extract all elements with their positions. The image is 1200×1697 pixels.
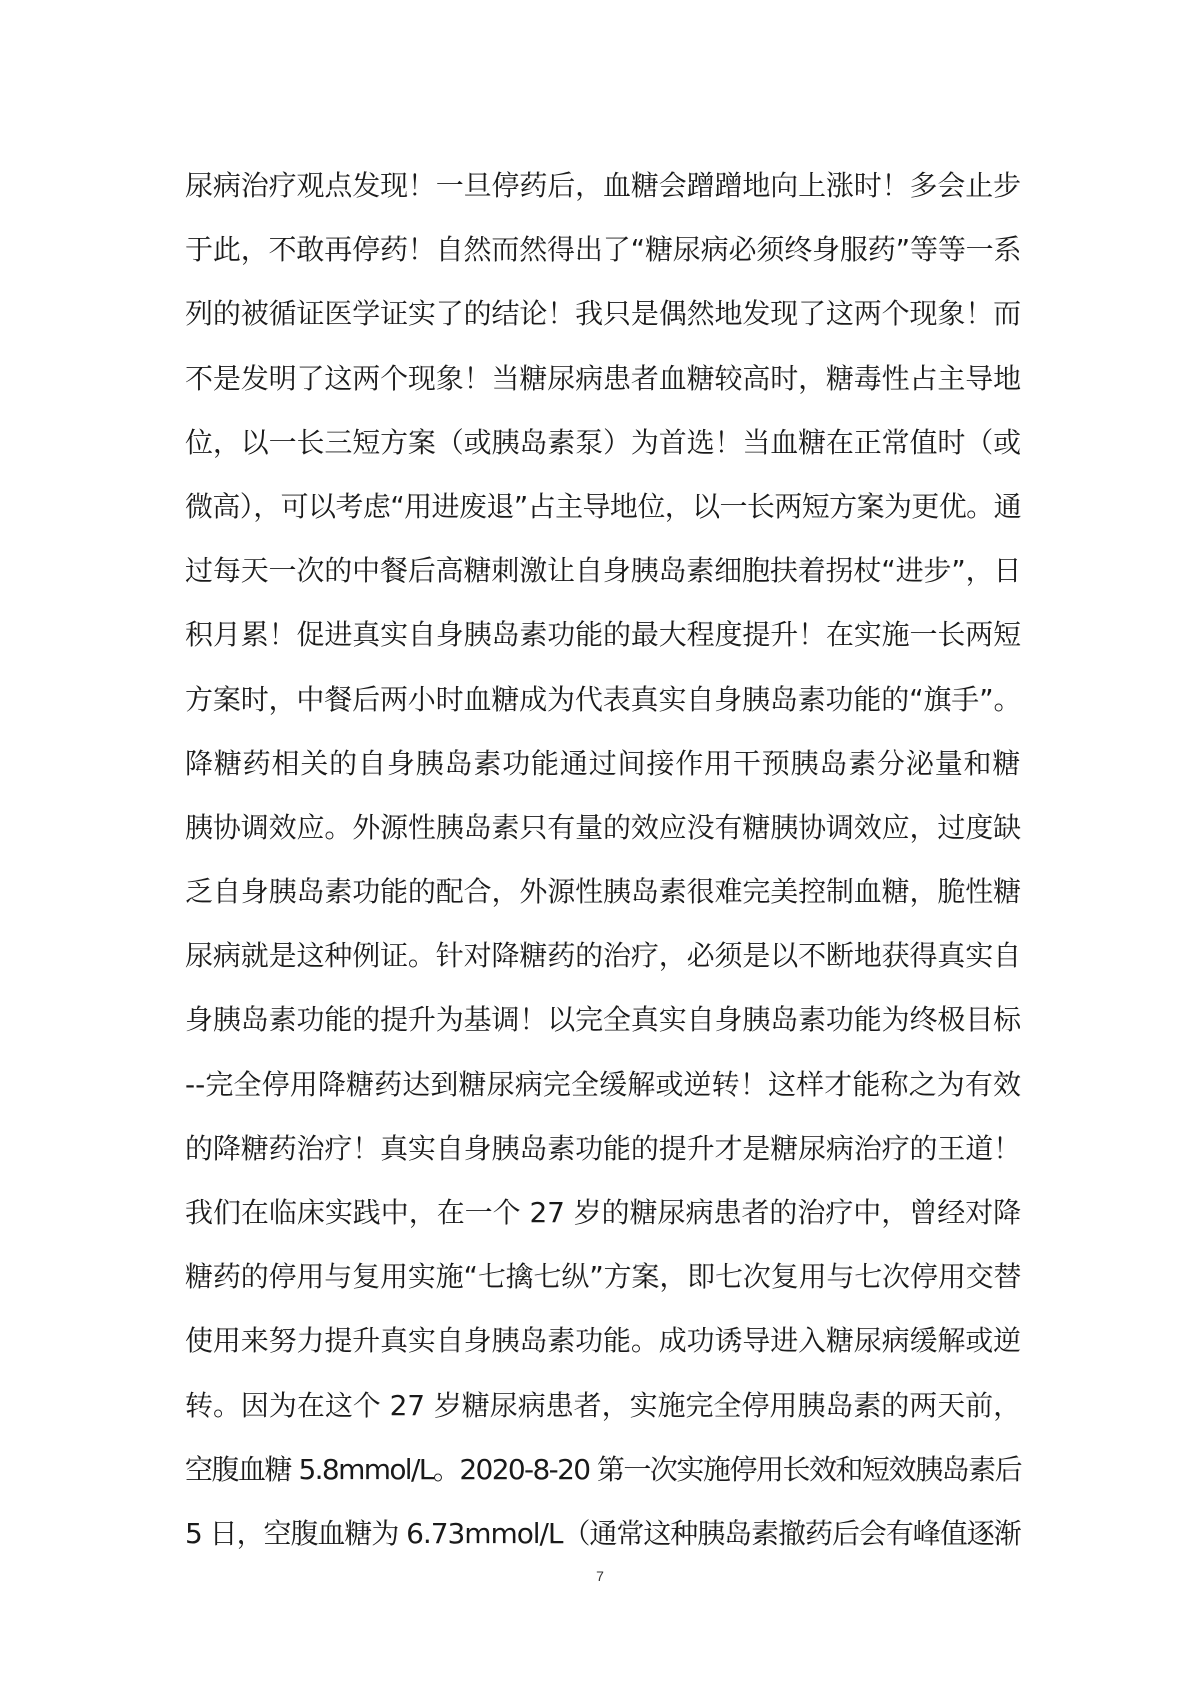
text-line: 列的被循证医学证实了的结论！我只是偶然地发现了这两个现象！而 — [185, 297, 1021, 331]
page-number: 7 — [596, 1568, 604, 1584]
text-line: 位，以一长三短方案（或胰岛素泵）为首选！当血糖在正常值时（或 — [185, 425, 1021, 459]
text-line: 尿病就是这种例证。针对降糖药的治疗，必须是以不断地获得真实自 — [185, 939, 1021, 973]
text-line: 胰协调效应。外源性胰岛素只有量的效应没有糖胰协调效应，过度缺 — [185, 810, 1021, 844]
text-line: 不是发明了这两个现象！当糖尿病患者血糖较高时，糖毒性占主导地 — [185, 361, 1021, 395]
text-line: 糖药的停用与复用实施“七擒七纵”方案，即七次复用与七次停用交替 — [185, 1260, 1022, 1294]
text-line: 5 日，空腹血糖为 6.73mmol/L（通常这种胰岛素撤药后会有峰值逐渐 — [185, 1516, 1021, 1550]
text-line: 方案时，中餐后两小时血糖成为代表真实自身胰岛素功能的“旗手”。 — [185, 682, 1022, 716]
text-line: 降糖药相关的自身胰岛素功能通过间接作用干预胰岛素分泌量和糖 — [185, 746, 1021, 780]
text-line: 尿病治疗观点发现！一旦停药后，血糖会蹭蹭地向上涨时！多会止步 — [185, 169, 1021, 202]
text-line: 身胰岛素功能的提升为基调！以完全真实自身胰岛素功能为终极目标 — [185, 1003, 1021, 1037]
body-text — [185, 154, 1021, 1566]
text-line: 过每天一次的中餐后高糖刺激让自身胰岛素细胞扶着拐杖“进步”，日 — [185, 554, 1022, 588]
text-line: 微高），可以考虑“用进废退”占主导地位，以一长两短方案为更优。通 — [185, 489, 1021, 523]
text-line: 使用来努力提升真实自身胰岛素功能。成功诱导进入糖尿病缓解或逆 — [185, 1324, 1021, 1358]
text-line: 于此，不敢再停药！自然而然得出了“糖尿病必须终身服药”等等一系 — [185, 233, 1022, 267]
text-line: 的降糖药治疗！真实自身胰岛素功能的提升才是糖尿病治疗的王道！ — [185, 1131, 1021, 1165]
text-line: 转。因为在这个 27 岁糖尿病患者，实施完全停用胰岛素的两天前， — [185, 1388, 1021, 1422]
text-line: 我们在临床实践中，在一个 27 岁的糖尿病患者的治疗中，曾经对降 — [185, 1196, 1021, 1229]
text-line: --完全停用降糖药达到糖尿病完全缓解或逆转！这样才能称之为有效 — [185, 1067, 1021, 1101]
text-line: 乏自身胰岛素功能的配合，外源性胰岛素很难完美控制血糖，脆性糖 — [185, 875, 1021, 909]
text-line: 空腹血糖 5.8mmol/L。2020-8-20 第一次实施停用长效和短效胰岛素后 — [185, 1452, 1021, 1486]
text-line: 积月累！促进真实自身胰岛素功能的最大程度提升！在实施一长两短 — [185, 618, 1021, 652]
